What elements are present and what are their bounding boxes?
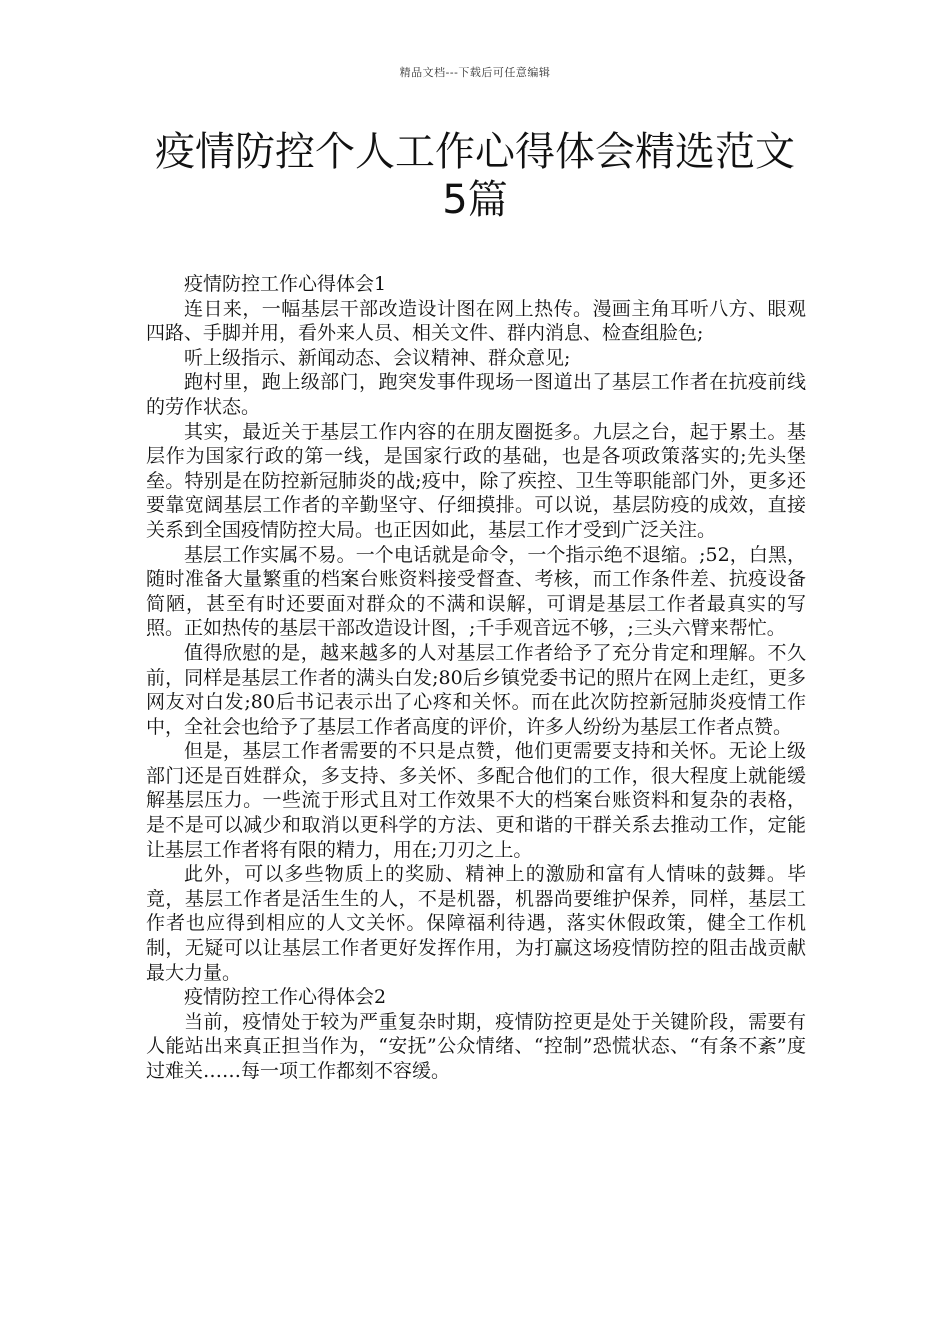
paragraph: 跑村里，跑上级部门，跑突发事件现场一图道出了基层工作者在抗疫前线的劳作状态。 (146, 371, 806, 418)
paragraph: 其实，最近关于基层工作内容的在朋友圈挺多。九层之台，起于累土。基层作为国家行政的第一线，是国家行政的基础，也是各项政策落实的;先头堡垒。特别是在防控新冠肺炎的战;疫中，除了疾控、卫生等职能部门外，更多还要靠宽阔基层工作者的辛勤坚守、仔细摸排。可以说，基层防疫的成效，直接关系到全国疫情防控大局。也正因如此，基层工作才受到广泛关注。 (146, 420, 806, 541)
paragraph: 当前，疫情处于较为严重复杂时期，疫情防控更是处于关键阶段，需要有人能站出来真正担当作为，“安抚”公众情绪、“控制”恐慌状态、“有条不紊”度过难关……每一项工作都刻不容缓。 (146, 1010, 806, 1082)
paragraph: 听上级指示、新闻动态、会议精神、群众意见; (184, 346, 571, 369)
document-body (146, 272, 806, 1084)
paragraph: 连日来，一幅基层干部改造设计图在网上热传。漫画主角耳听八方、眼观四路、手脚并用，看外来人员、相关文件、群内消息、检查组脸色; (146, 297, 806, 345)
paragraph: 基层工作实属不易。一个电话就是命令，一个指示绝不退缩。;52，白黑，随时准备大量繁重的档案台账资料接受督查、考核，而工作条件差、抗疫设备简陋，甚至有时还要面对群众的不满和误解，可谓是基层工作者最真实的写照。正如热传的基层干部改造设计图，;千手观音远不够，;三头六臂来帮忙。 (146, 543, 806, 640)
paragraph: 此外，可以多些物质上的奖励、精神上的激励和富有人情味的鼓舞。毕竟，基层工作者是活生生的人，不是机器，机器尚要维护保养，同样，基层工作者也应得到相应的人文关怀。保障福利待遇，落实休假政策，健全工作机制，无疑可以让基层工作者更好发挥作用，为打赢这场疫情防控的阻击战贡献最大力量。 (146, 863, 806, 984)
document-title: 疫情防控个人工作心得体会精选范文5篇 (155, 129, 795, 223)
section-heading-1: 疫情防控工作心得体会1 (184, 273, 387, 295)
paragraph: 值得欣慰的是，越来越多的人对基层工作者给予了充分肯定和理解。不久前，同样是基层工作者的满头白发;80后乡镇党委书记的照片在网上走红，更多网友对白发;80后书记表示出了心疼和关怀。而在此次防控新冠肺炎疫情工作中，全社会也给予了基层工作者高度的评价，许多人纷纷为基层工作者点赞。 (146, 641, 806, 738)
paragraph: 但是，基层工作者需要的不只是点赞，他们更需要支持和关怀。无论上级部门还是百姓群众，多支持、多关怀、多配合他们的工作，很大程度上就能缓解基层压力。一些流于形式且对工作效果不大的档案台账资料和复杂的表格，是不是可以减少和取消以更科学的方法、更和谐的干群关系去推动工作，定能让基层工作者将有限的精力，用在;刀刃之上。 (146, 740, 806, 861)
page-header: 精品文档---下载后可任意编辑 (399, 66, 551, 79)
section-heading-2: 疫情防控工作心得体会2 (184, 986, 387, 1009)
